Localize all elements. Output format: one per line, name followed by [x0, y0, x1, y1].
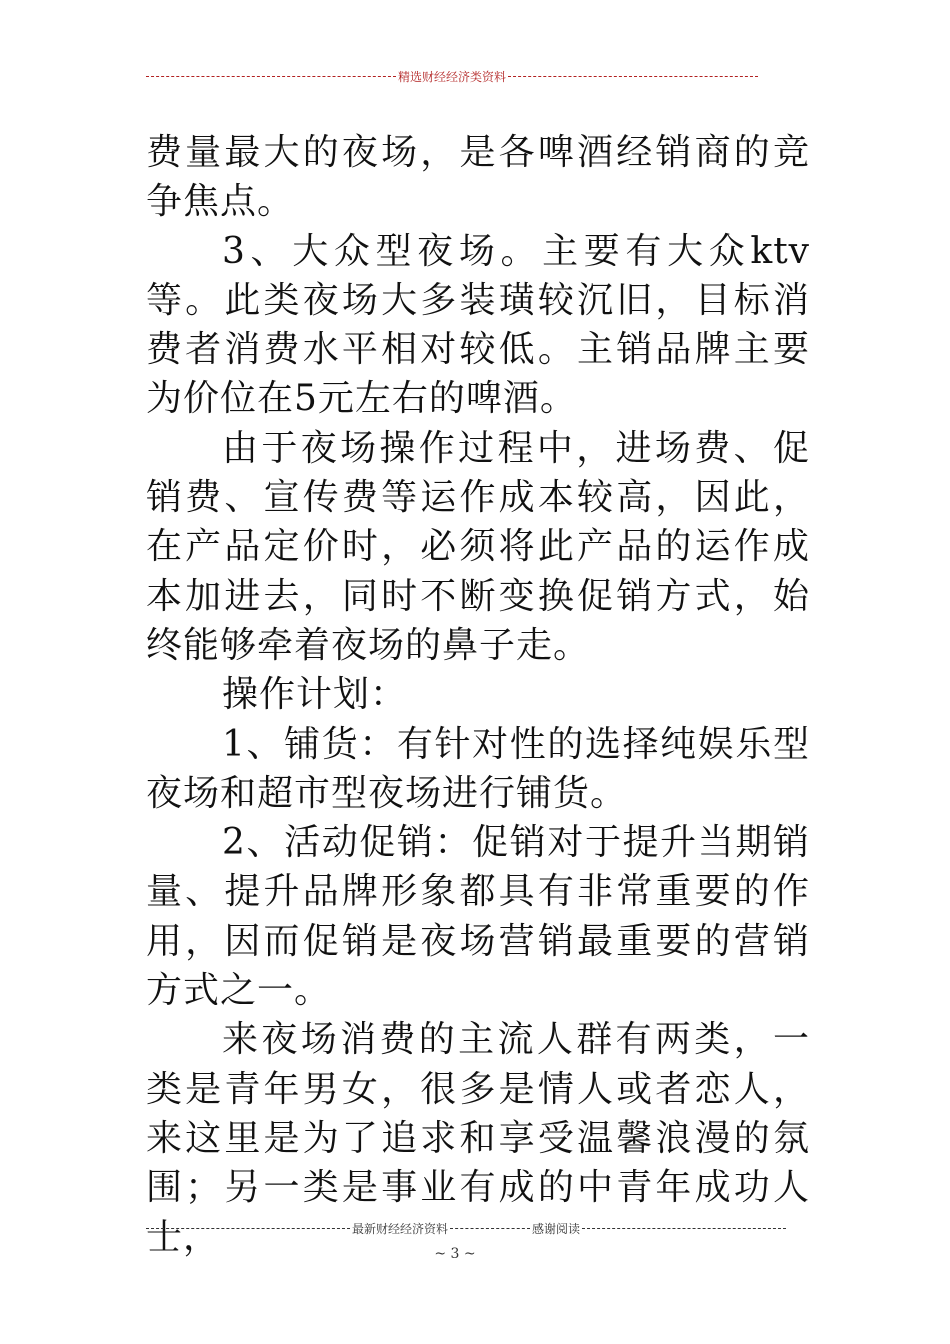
paragraph: 2、活动促销：促销对于提升当期销量、提升品牌形象都具有非常重要的作用，因而促销是夜场营销最重要的营销方式之一。 [146, 822, 810, 1012]
header-title: 精选财经经济类资料 [398, 69, 507, 84]
paragraph: 1、铺货：有针对性的选择纯娱乐型夜场和超市型夜场进行铺货。 [146, 723, 810, 814]
paragraph: 操作计划： [222, 674, 408, 716]
page-footer [146, 1218, 786, 1238]
paragraph: 3、大众型夜场。主要有大众ktv等。此类夜场大多装璜较沉旧，目标消费者消费水平相对较低。主销品牌主要为价位在5元左右的啤酒。 [146, 230, 810, 420]
footer-left-text: 最新财经经济资料 [351, 1221, 448, 1236]
footer-divider-right [582, 1228, 786, 1229]
page-number: ~ 3 ~ [434, 1246, 476, 1262]
paragraph: 费量最大的夜场，是各啤酒经销商的竞争焦点。 [146, 132, 810, 223]
footer-right-text: 感谢阅读 [532, 1221, 581, 1236]
document-body [146, 128, 810, 1262]
header-divider-right [508, 76, 758, 77]
page-header [146, 66, 758, 86]
footer-divider-middle [450, 1228, 530, 1229]
footer-divider-left [146, 1228, 350, 1229]
paragraph: 由于夜场操作过程中，进场费、促销费、宣传费等运作成本较高，因此，在产品定价时，必须将此产品的运作成本加进去，同时不断变换促销方式，始终能够牵着夜场的鼻子走。 [146, 427, 810, 666]
header-divider-left [146, 76, 396, 77]
paragraph: 来夜场消费的主流人群有两类，一类是青年男女，很多是情人或者恋人，来这里是为了追求和享受温馨浪漫的氛围；另一类是事业有成的中青年成功人士， [146, 1019, 810, 1258]
